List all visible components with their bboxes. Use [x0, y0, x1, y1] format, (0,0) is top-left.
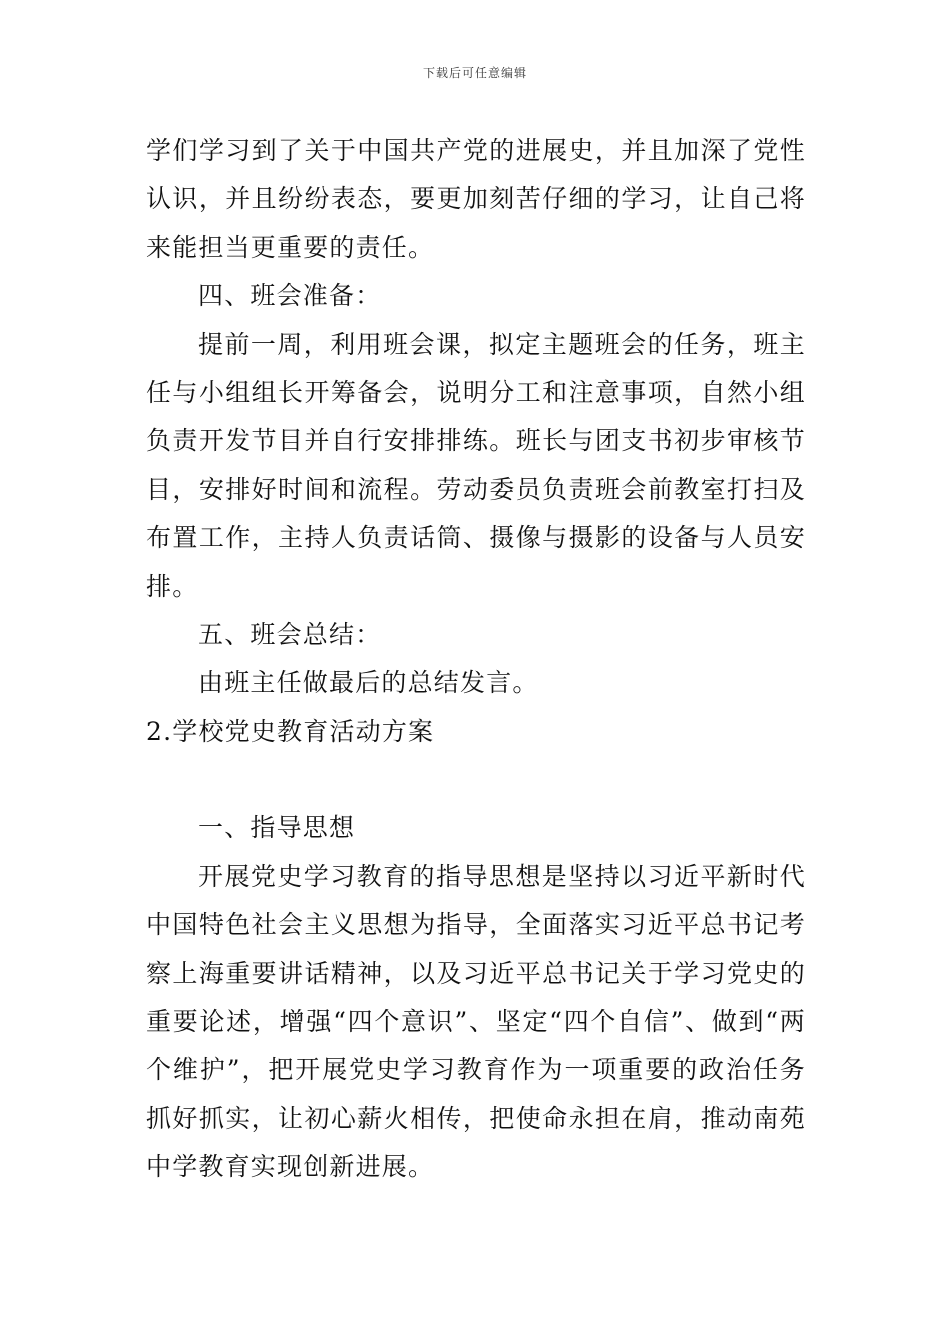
section-heading-summary: 五、班会总结： [198, 620, 382, 650]
document-title: 2.学校党史教育活动方案 [146, 716, 435, 746]
paragraph-continuation: 学们学习到了关于中国共产党的进展史，并且加深了党性认识，并且纷纷表态，要更加刻苦仔细的学习，让自己将来能担当更重要的责任。 [146, 136, 806, 262]
paragraph-summary: 由班主任做最后的总结发言。 [198, 668, 539, 698]
section-heading-preparation: 四、班会准备： [198, 281, 382, 311]
paragraph-guiding-ideology: 开展党史学习教育的指导思想是坚持以习近平新时代中国特色社会主义思想为指导，全面落实习近平总书记考察上海重要讲话精神，以及习近平总书记关于学习党史的重要论述，增强“四个意识”、坚定“四个自信”、做到“两个维护”，把开展党史学习教育作为一项重要的政治任务抓好抓实，让初心薪火相传，把使命永担在肩，推动南苑中学教育实现创新进展。 [146, 861, 806, 1182]
blank-line [146, 756, 806, 804]
page-header: 下载后可任意编辑 [422, 66, 527, 80]
paragraph-preparation: 提前一周，利用班会课，拟定主题班会的任务，班主任与小组组长开筹备会，说明分工和注意事项，自然小组负责开发节目并自行安排排练。班长与团支书初步审核节目，安排好时间和流程。劳动委员负责班会前教室打扫及布置工作，主持人负责话筒、摄像与摄影的设备与人员安排。 [146, 329, 806, 601]
section-heading-guiding-ideology: 一、指导思想 [198, 813, 356, 843]
document-body [146, 127, 806, 1192]
